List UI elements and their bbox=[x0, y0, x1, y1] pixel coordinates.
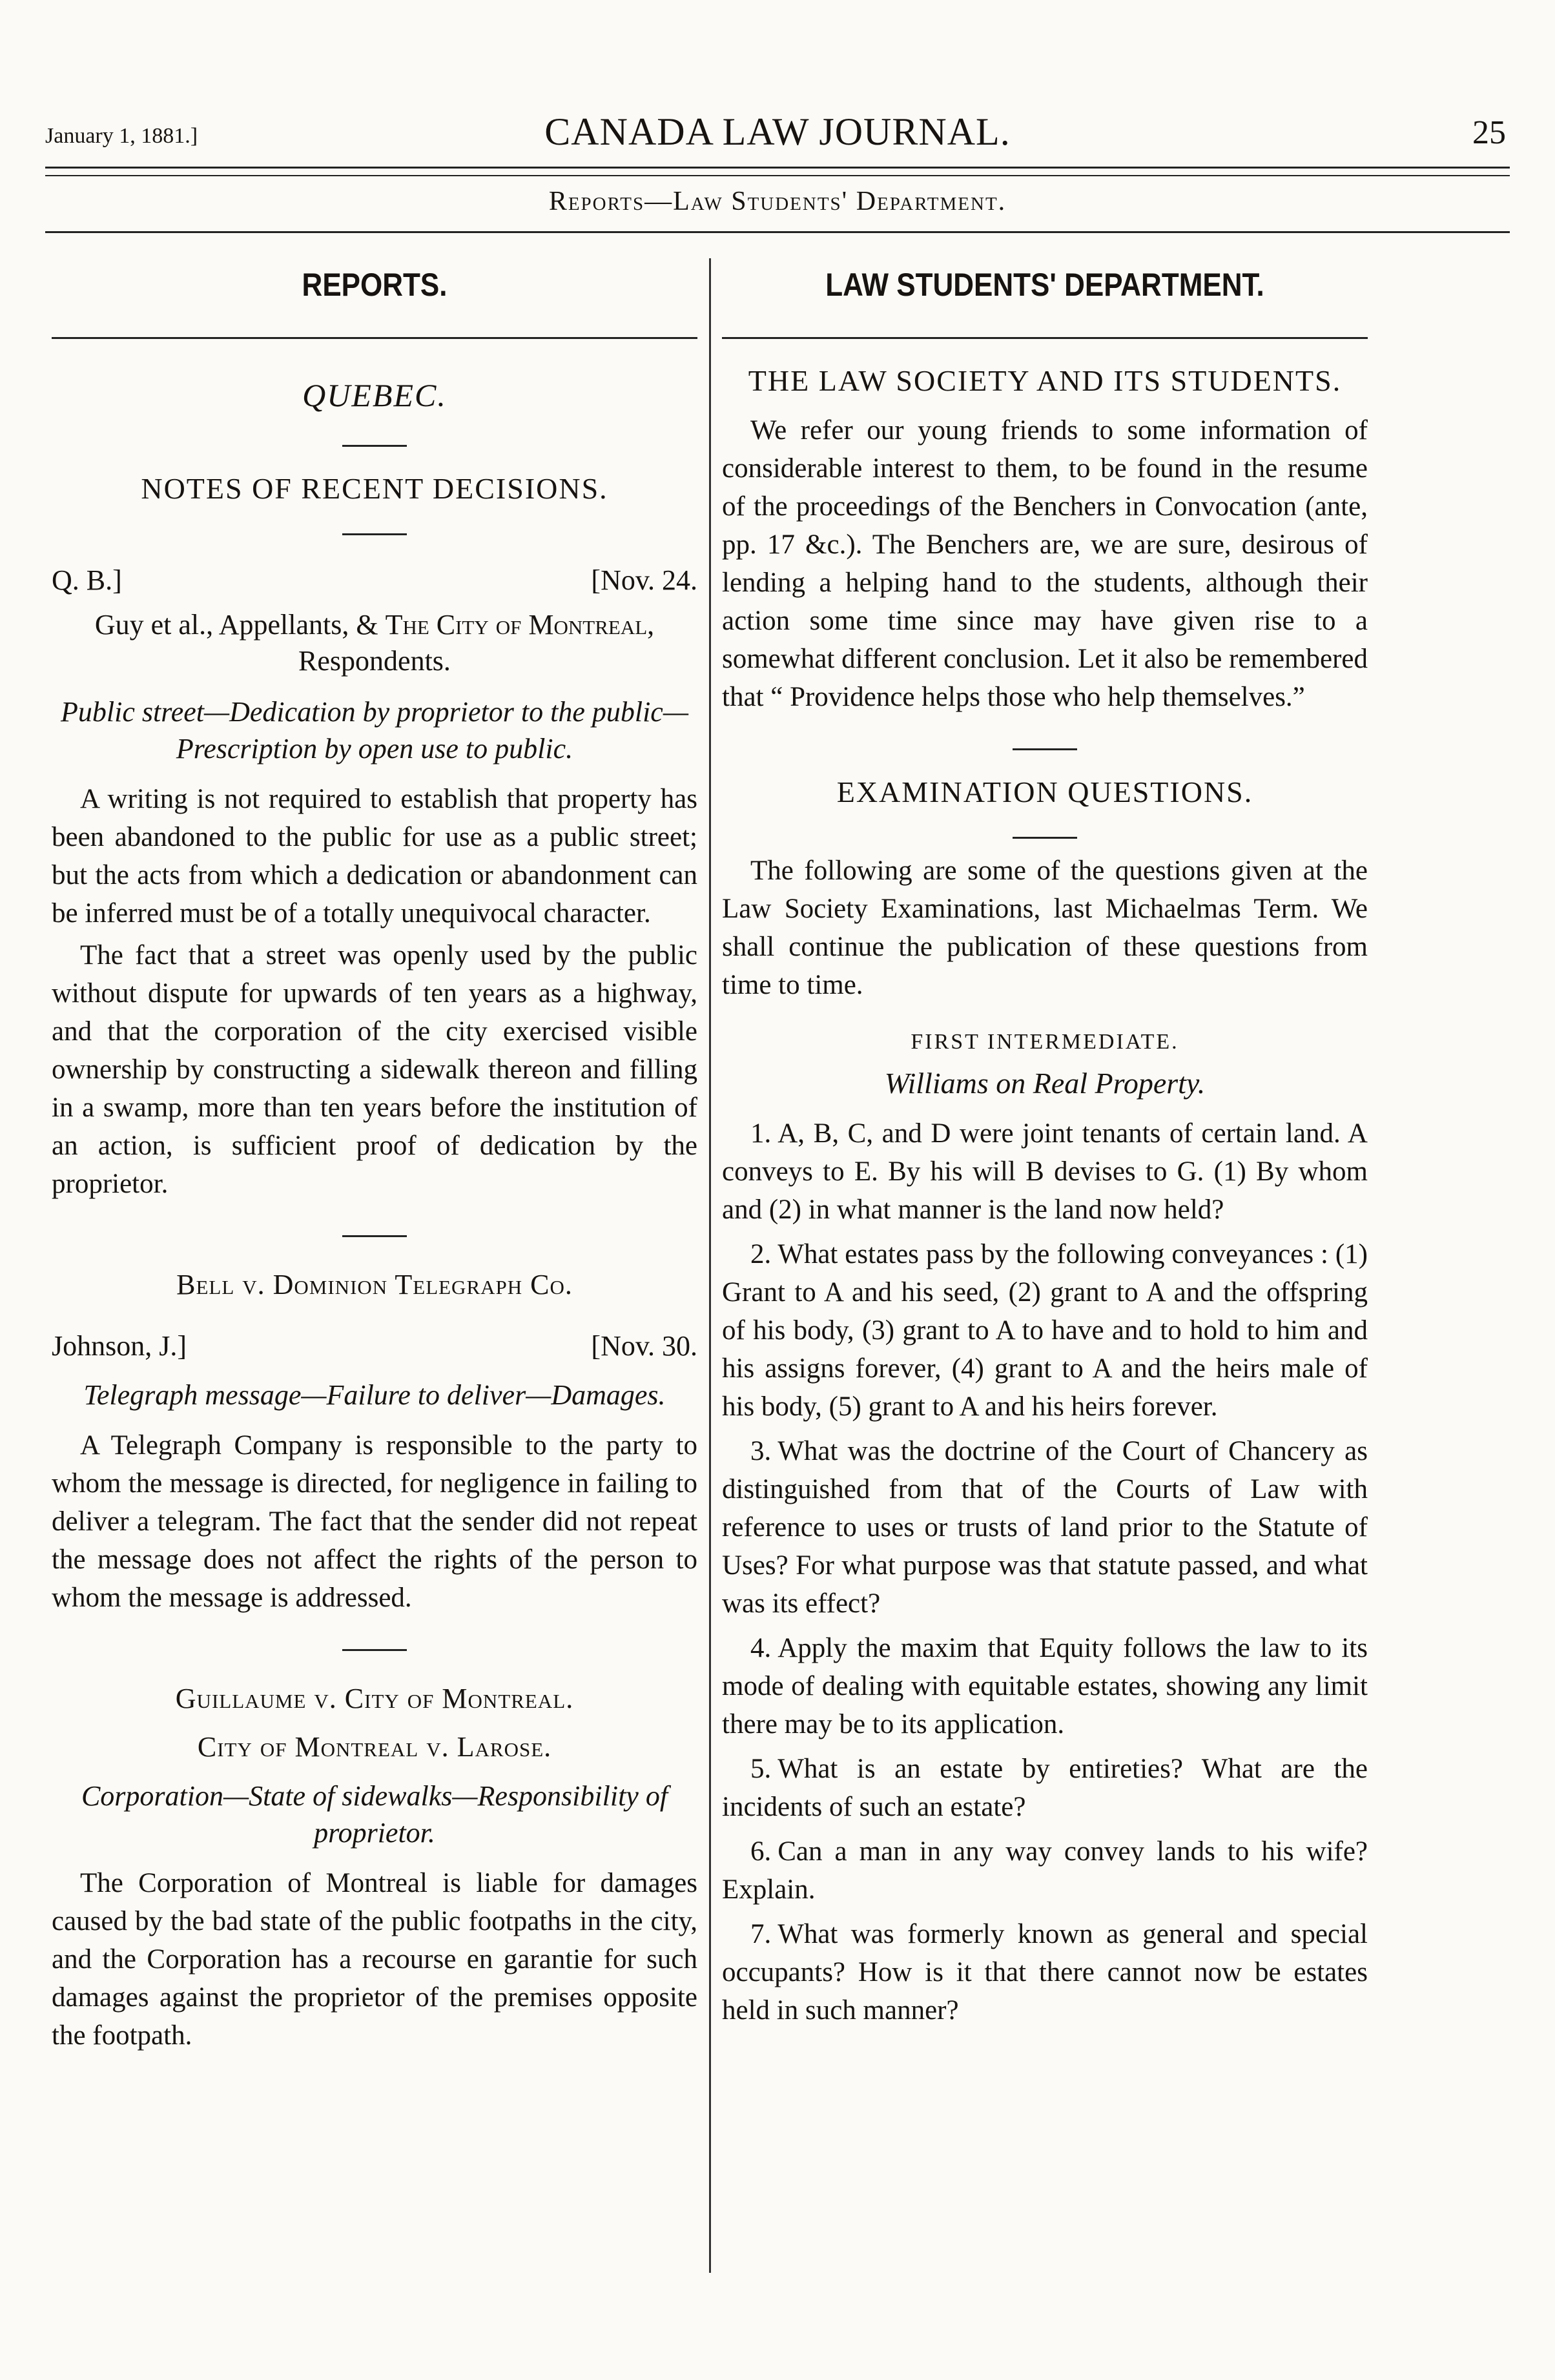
notes-heading: NOTES OF RECENT DECISIONS. bbox=[141, 472, 608, 505]
question-item: 1. A, B, C, and D were joint tenants of certain land. A conveys to E. By his will B devises to G. (1) By whom and (2) in what manner is the land now held? bbox=[722, 1118, 1368, 1225]
question-list bbox=[722, 1114, 1368, 2029]
case-title: Guillaume v. City of Montreal. bbox=[175, 1683, 574, 1714]
society-heading: THE LAW SOCIETY AND ITS STUDENTS. bbox=[748, 364, 1342, 397]
decision-date: [Nov. 24. bbox=[591, 564, 697, 596]
case-paragraph: The fact that a street was openly used by the public without dispute for upwards of ten years as a highway, and that the corporation of the city exercised visible ownership by constructing a sidewalk thereon and filling in a swamp, more than ten years before the institution of an action, is sufficient proof of dedication by the proprietor. bbox=[52, 940, 697, 1199]
short-rule bbox=[342, 533, 407, 535]
law-students-heading-rule bbox=[722, 337, 1368, 339]
decision-date: [Nov. 30. bbox=[591, 1330, 697, 1362]
exam-subject: Williams on Real Property. bbox=[884, 1067, 1206, 1100]
case-parties: Guy et al., Appellants, & The City of Montreal, Respondents. bbox=[94, 609, 655, 677]
question-item: 6. Can a man in any way convey lands to his wife? Explain. bbox=[722, 1836, 1368, 1905]
short-rule bbox=[342, 445, 407, 447]
column-divider bbox=[709, 258, 711, 2273]
reports-column bbox=[52, 258, 697, 2055]
header-double-rule bbox=[45, 167, 1510, 176]
case-headnote: Public street—Dedication by proprietor to the public—Prescription by open use to public. bbox=[61, 696, 688, 764]
case-paragraph: The Corporation of Montreal is liable for damages caused by the bad state of the public footpaths in the city, and the Corporation has a recourse en garantie for such damages against the proprietor of the premises opposite the footpath. bbox=[52, 1868, 697, 2051]
question-item: 4. Apply the maxim that Equity follows the law to its mode of dealing with equitable estates, showing any limit there may be to its application. bbox=[722, 1633, 1368, 1739]
case-headnote: Corporation—State of sidewalks—Responsibility of proprietor. bbox=[81, 1780, 668, 1849]
journal-title: CANADA LAW JOURNAL. bbox=[544, 110, 1011, 153]
page-number: 25 bbox=[1472, 114, 1506, 151]
reports-heading-rule bbox=[52, 337, 697, 339]
law-students-heading: LAW STUDENTS' DEPARTMENT. bbox=[825, 267, 1264, 303]
short-rule bbox=[1013, 748, 1077, 750]
question-item: 7. What was formerly known as general and special occupants? How is it that there cannot now be estates held in such manner? bbox=[722, 1919, 1368, 2026]
law-students-column bbox=[722, 258, 1368, 2029]
short-rule bbox=[342, 1649, 407, 1651]
case-paragraph: A writing is not required to establish that property has been abandoned to the public for use as a public street; but the acts from which a dedication or abandonment can be inferred must be of a totally unequivocal character. bbox=[52, 784, 697, 928]
court: Q. B.] bbox=[52, 564, 122, 596]
judge: Johnson, J.] bbox=[52, 1330, 187, 1362]
exam-level: FIRST INTERMEDIATE. bbox=[911, 1030, 1179, 1054]
header-rule bbox=[45, 231, 1510, 233]
exam-intro: The following are some of the questions given at the Law Society Examinations, last Michaelmas Term. We shall continue the publication of these questions from time to time. bbox=[722, 856, 1368, 1000]
short-rule bbox=[342, 1235, 407, 1237]
running-header bbox=[45, 110, 1510, 161]
case-headnote: Telegraph message—Failure to deliver—Damages. bbox=[83, 1379, 666, 1411]
case-paragraph: A Telegraph Company is responsible to the party to whom the message is directed, for negligence in failing to deliver a telegram. The fact that the sender did not repeat the message does not affect the rights of the person to whom the message is addressed. bbox=[52, 1430, 697, 1613]
case-citation bbox=[52, 564, 697, 597]
province-heading: QUEBEC. bbox=[302, 377, 447, 413]
section-heading: Reports—Law Students' Department. bbox=[548, 187, 1007, 216]
short-rule bbox=[1013, 837, 1077, 839]
case-title: Bell v. Dominion Telegraph Co. bbox=[176, 1269, 573, 1300]
reports-heading: REPORTS. bbox=[302, 267, 448, 303]
question-item: 5. What is an estate by entireties? What are the incidents of such an estate? bbox=[722, 1754, 1368, 1822]
question-item: 3. What was the doctrine of the Court of Chancery as distinguished from that of the Courts of Law with reference to uses or trusts of land prior to the Statute of Uses? For what purpose was that statute passed, and what was its effect? bbox=[722, 1436, 1368, 1619]
case-citation bbox=[52, 1329, 697, 1362]
issue-date: January 1, 1881.] bbox=[45, 124, 198, 148]
case-title: City of Montreal v. Larose. bbox=[197, 1731, 552, 1763]
exam-heading: EXAMINATION QUESTIONS. bbox=[836, 775, 1253, 808]
society-paragraph: We refer our young friends to some information of considerable interest to them, to be found in the resume of the proceedings of the Benchers in Convocation (ante, pp. 17 &c.). The Benchers are, we are sure, desirous of lending a helping hand to the students, although their action some time since may have given rise to a somewhat different conclusion. Let it also be remembered that “ Providence helps those who help themselves.” bbox=[722, 415, 1368, 712]
question-item: 2. What estates pass by the following conveyances : (1) Grant to A and his seed, (2) grant to A and the offspring of his body, (3) grant to A to have and to hold to him and his assigns forever, (4) grant to A and the heirs male of his body, (5) grant to A and his heirs forever. bbox=[722, 1239, 1368, 1422]
